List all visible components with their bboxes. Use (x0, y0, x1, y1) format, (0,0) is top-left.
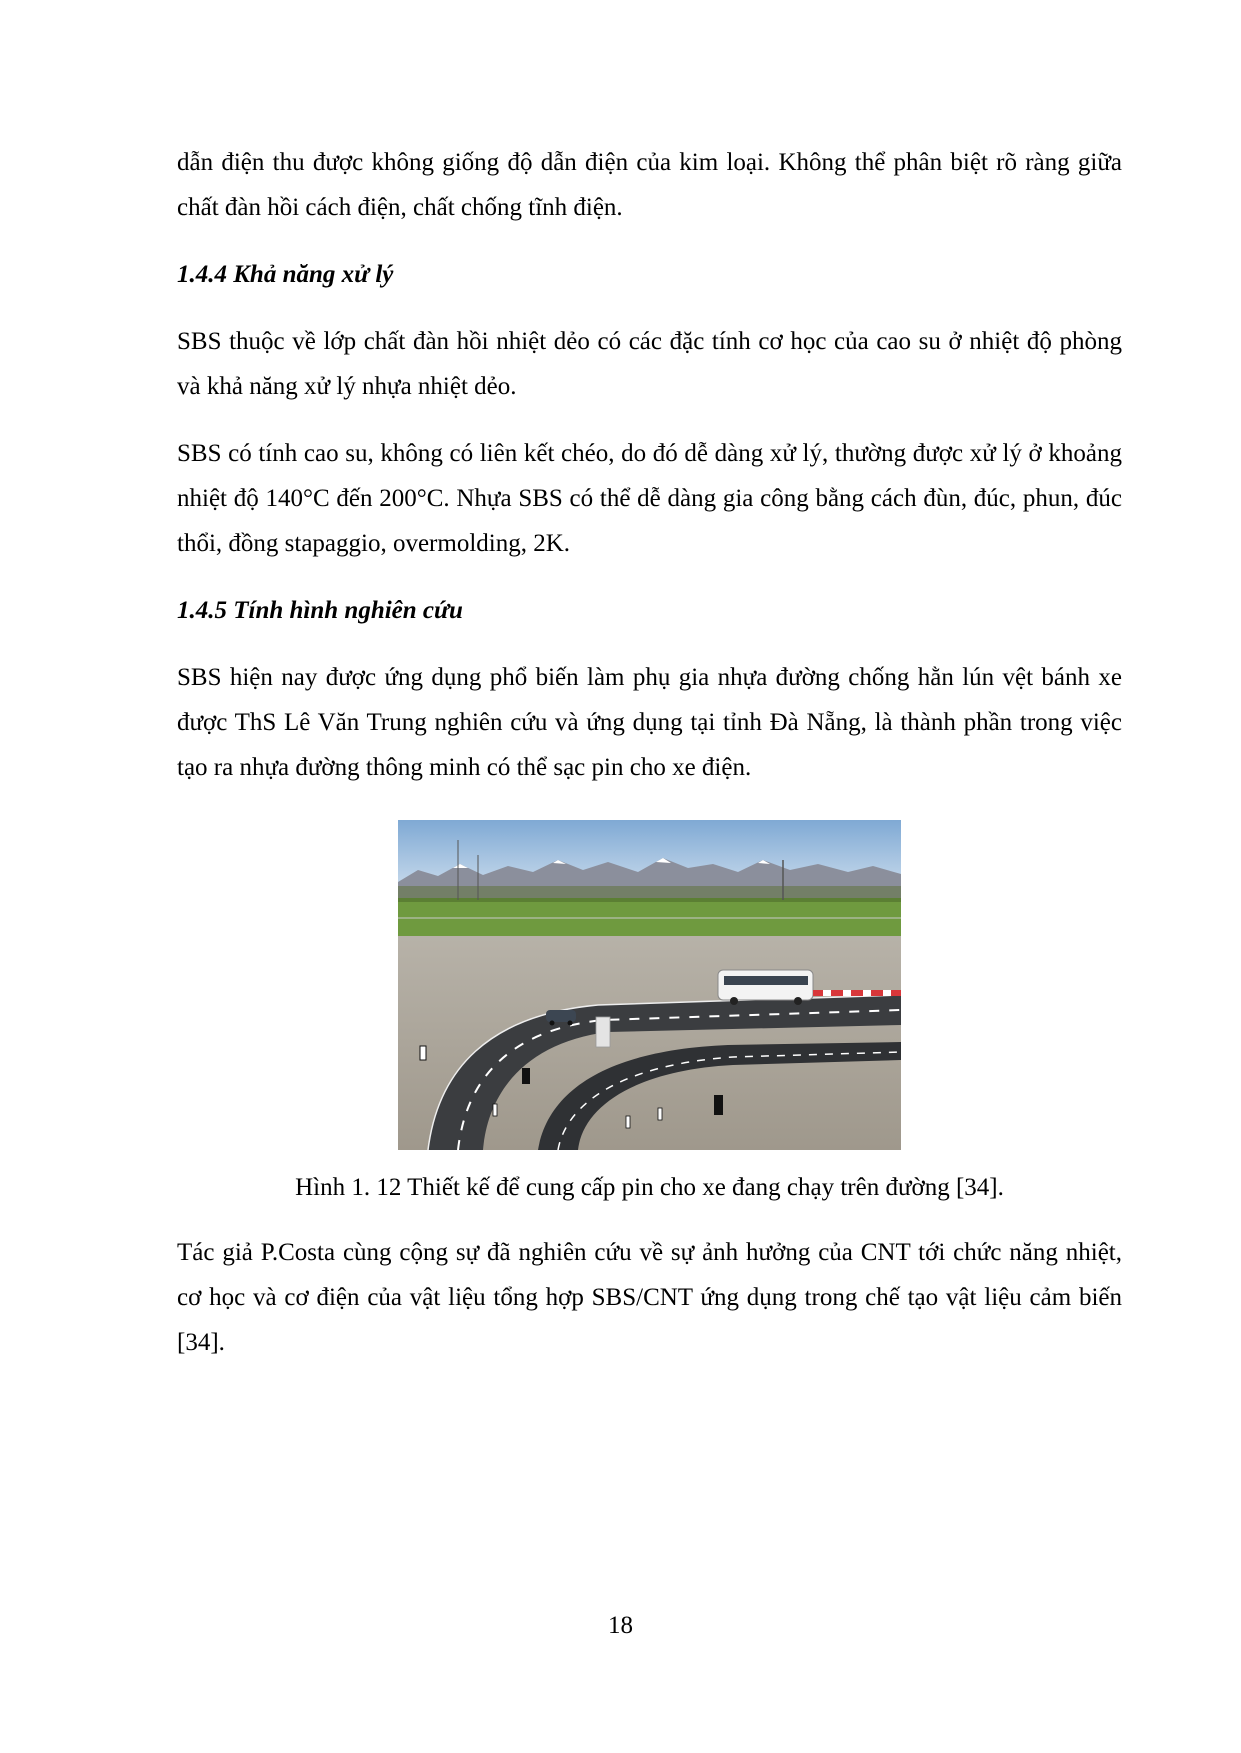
paragraph-conductivity: dẫn điện thu được không giống độ dẫn điện của kim loại. Không thể phân biệt rõ ràng giữa chất đàn hồi cách điện, chất chống tĩnh điện. (177, 149, 1122, 221)
page-content (177, 140, 1122, 1387)
heading-1-4-5: 1.4.5 Tính hình nghiên cứu (177, 597, 463, 624)
paragraph-sbs-research: SBS hiện nay được ứng dụng phổ biến làm phụ gia nhựa đường chống hằn lún vệt bánh xe được ThS Lê Văn Trung nghiên cứu và ứng dụng tại tỉnh Đà Nẵng, là thành phần trong việc tạo ra nhựa đường thông minh có thể sạc pin cho xe điện. (177, 664, 1122, 781)
road-photo-illustration (398, 820, 901, 1150)
figure-caption: Hình 1. 12 Thiết kế để cung cấp pin cho xe đang chạy trên đường [34]. (295, 1174, 1004, 1201)
paragraph-sbs-processing: SBS có tính cao su, không có liên kết chéo, do đó dễ dàng xử lý, thường được xử lý ở khoảng nhiệt độ 140°C đến 200°C. Nhựa SBS có thể dễ dàng gia công bằng cách đùn, đúc, phun, đúc thổi, đồng stapaggio, overmolding, 2K. (177, 440, 1122, 557)
heading-1-4-4: 1.4.4 Khả năng xử lý (177, 261, 394, 288)
figure-road-photo (398, 820, 901, 1150)
paragraph-sbs-thermoplastic: SBS thuộc về lớp chất đàn hồi nhiệt dẻo có các đặc tính cơ học của cao su ở nhiệt độ phòng và khả năng xử lý nhựa nhiệt dẻo. (177, 328, 1122, 400)
page-number: 18 (608, 1612, 633, 1639)
paragraph-costa-study: Tác giả P.Costa cùng cộng sự đã nghiên cứu về sự ảnh hưởng của CNT tới chức năng nhiệt, cơ học và cơ điện của vật liệu tổng hợp SBS/CNT ứng dụng trong chế tạo vật liệu cảm biến [34]. (177, 1239, 1122, 1356)
